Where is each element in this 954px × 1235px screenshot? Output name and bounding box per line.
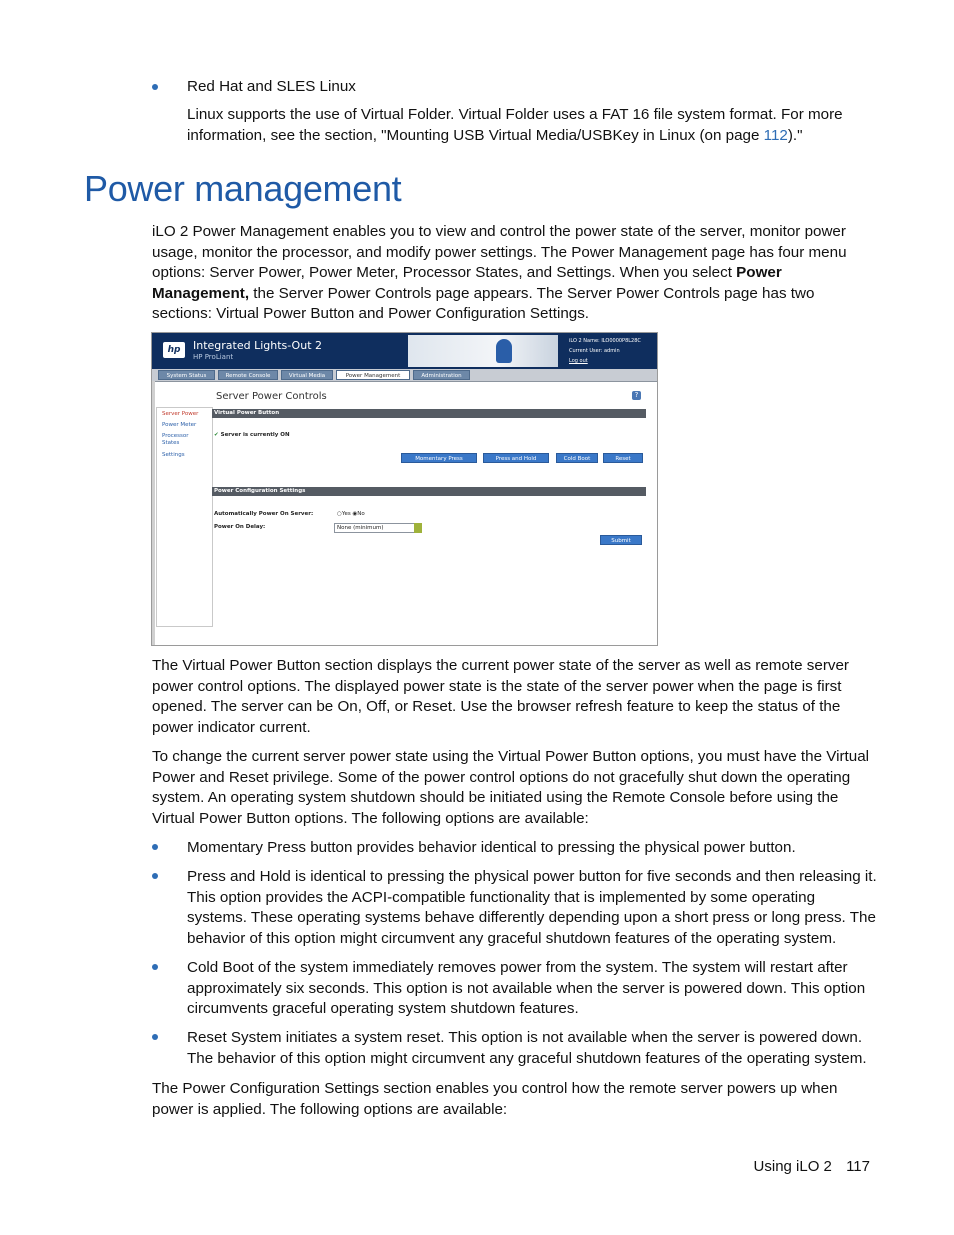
- power-on-delay-label: Power On Delay:: [214, 524, 266, 530]
- bullet-press-and-hold: Press and Hold is identical to pressing the physical power button for five seconds and then releasing it. This option provides the ACPI-compatible functionality that is implemented by some operating systems. These operating systems behave differently depending upon a short press or long press. The behavior of this option might circumvent any graceful shutdown features of the operating system.: [187, 868, 877, 947]
- virtual-power-button-paragraph: The Virtual Power Button section displays the current power state of the server as well as remote server power control options. The displayed power state is the state of the server power when the page is first opened. The server can be On, Off, or Reset. Use the browser refresh feature to keep the status of the power indicator current.: [152, 657, 849, 736]
- intro-bullet-text: [187, 105, 877, 146]
- help-icon[interactable]: ?: [632, 391, 641, 400]
- page-title: Server Power Controls: [216, 391, 327, 402]
- bullet-dot: [152, 1034, 158, 1040]
- radio-no-label: No: [357, 511, 365, 517]
- app-name: Integrated Lights-Out 2: [193, 339, 322, 352]
- ilo-header: [152, 333, 657, 369]
- para1-text-after: the Server Power Controls page appears. The Server Power Controls page has two sections: Virtual Power Button and Power Configuration Settings.: [152, 284, 815, 323]
- section-title: Power management: [84, 168, 402, 209]
- left-frame-edge: [152, 381, 155, 645]
- server-power-controls-screenshot: [151, 332, 658, 646]
- bullet-dot: [152, 844, 158, 850]
- radio-yes-label: Yes: [341, 511, 351, 517]
- bullet-dot: [152, 873, 158, 879]
- side-item-processor[interactable]: Processor: [162, 433, 189, 439]
- intro-paragraph: [152, 222, 872, 325]
- bullet-cold-boot: Cold Boot of the system immediately removes power from the system. The system will restart after approximately six seconds. This option is not available when the server is powered down. This option circumvents graceful operating system shutdown features.: [187, 959, 866, 1018]
- tab-power-management[interactable]: Power Management: [336, 370, 410, 380]
- power-status-text: Server is currently ON: [220, 432, 290, 438]
- intro-text-after-link: ).": [787, 126, 803, 144]
- press-and-hold-button[interactable]: Press and Hold: [483, 453, 549, 463]
- radio-no[interactable]: ◉No: [352, 511, 365, 517]
- bullet-dot: [152, 964, 158, 970]
- tab-virtual-media[interactable]: Virtual Media: [281, 370, 333, 380]
- reset-button[interactable]: Reset: [603, 453, 643, 463]
- change-power-state-paragraph: To change the current server power state using the Virtual Power Button options, you must have the Virtual Power and Reset privilege. Some of the power control options do not gracefully shut down the operating system. An operating system shutdown should be initiated using the Remote Console before using the Virtual Power Button options. The following options are available:: [152, 748, 870, 827]
- side-item-server-power[interactable]: Server Power: [162, 411, 199, 417]
- auto-power-on-radio-group: [337, 511, 365, 517]
- page-link[interactable]: 112: [763, 126, 788, 144]
- current-user-label: Current User: admin: [569, 348, 620, 354]
- side-item-settings[interactable]: Settings: [162, 452, 185, 458]
- side-item-power-meter[interactable]: Power Meter: [162, 422, 197, 428]
- para1-text: iLO 2 Power Management enables you to view and control the power state of the server, monitor power usage, monitor the processor, and modify power settings. The Power Management page has four menu options: Server Power, Power Meter, Processor States, and Settings. When you select: [152, 223, 847, 282]
- app-subtitle: HP ProLiant: [193, 353, 234, 361]
- page-number: 117: [846, 1158, 870, 1175]
- hp-logo: hp: [163, 342, 185, 358]
- side-item-states[interactable]: States: [162, 440, 180, 446]
- tab-administration[interactable]: Administration: [413, 370, 470, 380]
- momentary-press-button[interactable]: Momentary Press: [401, 453, 477, 463]
- bullet-reset-system: Reset System initiates a system reset. This option is not available when the server is powered down. The behavior of this option might circumvent any graceful shutdown features of the operating system.: [187, 1029, 867, 1067]
- ilo-tabs: [152, 369, 657, 382]
- para1-bold: Power Management,: [152, 264, 782, 302]
- radio-yes[interactable]: ○Yes: [337, 511, 351, 517]
- banner-figure-icon: [496, 339, 512, 363]
- power-configuration-settings-bar: Power Configuration Settings: [212, 487, 646, 496]
- page-footer: [744, 1158, 870, 1175]
- header-info: [569, 336, 641, 366]
- submit-button[interactable]: Submit: [600, 535, 642, 545]
- auto-power-on-label: Automatically Power On Server:: [214, 511, 314, 517]
- side-menu: [156, 407, 213, 627]
- intro-text-before-link: Linux supports the use of Virtual Folder. Virtual Folder uses a FAT 16 file system format. For more information, see the section, "Mounting USB Virtual Media/USBKey in Linux (on page: [187, 106, 843, 144]
- bullet-momentary-press: Momentary Press button provides behavior identical to pressing the physical power button.: [187, 839, 796, 856]
- tab-remote-console[interactable]: Remote Console: [218, 370, 278, 380]
- cold-boot-button[interactable]: Cold Boot: [556, 453, 598, 463]
- power-configuration-paragraph: The Power Configuration Settings section enables you control how the remote server powers up when power is applied. The following options are available:: [152, 1080, 838, 1118]
- header-banner-image: [408, 335, 558, 367]
- logout-link[interactable]: Log out: [569, 358, 588, 364]
- intro-bullet-title: Red Hat and SLES Linux: [187, 78, 356, 95]
- power-status: [214, 432, 290, 438]
- power-on-delay-value: None (minimum): [337, 525, 384, 531]
- bullet-dot: [152, 84, 158, 90]
- power-on-delay-select[interactable]: [334, 523, 422, 533]
- tab-system-status[interactable]: System Status: [158, 370, 215, 380]
- ilo-name-label: iLO 2 Name: ILO0000P8L28C: [569, 338, 641, 344]
- footer-section: Using iLO 2: [753, 1158, 832, 1175]
- chevron-down-icon: [414, 523, 422, 533]
- virtual-power-button-bar: Virtual Power Button: [212, 409, 646, 418]
- check-icon: ✔: [214, 432, 219, 438]
